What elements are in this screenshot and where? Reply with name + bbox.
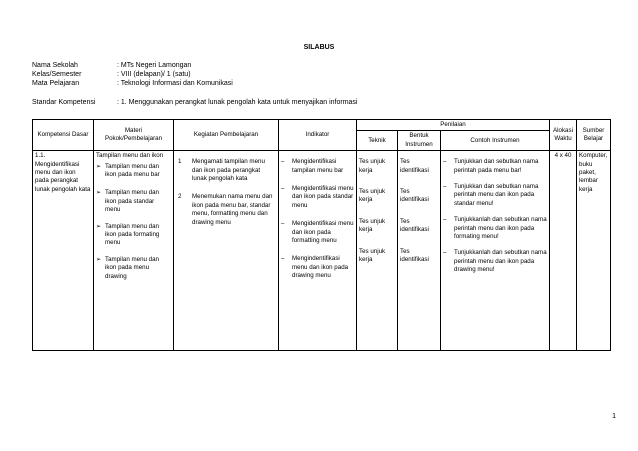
dash-bullet-icon: –: [443, 216, 447, 224]
instrument-item: Tes identifikasi: [400, 158, 429, 174]
step-text: Menemukan nama menu dan ikon pada menu bar, standar menu, formatting menu dan drawing menu: [192, 193, 273, 226]
identity-value: : 1. Menggunakan perangkat lunak pengolah kata untuk menyajikan informasi: [117, 98, 358, 106]
example-text: Tunjukkanlah dan sebutkan nama perintah menu dan ikon pada formating menu!: [454, 216, 547, 241]
arrow-bullet-icon: ➢: [96, 255, 102, 263]
dash-bullet-icon: –: [443, 183, 447, 191]
dash-bullet-icon: –: [443, 158, 447, 166]
list-item: [443, 158, 547, 175]
identity-row-subject: [32, 79, 612, 88]
indicator-text: Mengidentifikasi tampilan menu bar: [292, 158, 344, 174]
page-number: 1: [612, 413, 616, 420]
list-item: [281, 255, 354, 280]
document-title: SILABUS: [303, 44, 335, 51]
arrow-bullet-icon: ➢: [96, 222, 102, 230]
cell-indikator: [279, 151, 357, 351]
identity-row-standard: [32, 98, 612, 107]
col-header-kd: Kompetensi Dasar: [33, 120, 94, 151]
instrument-item: Tes identifikasi: [400, 188, 429, 204]
col-header-alokasi: Alokasi Waktu: [550, 120, 577, 151]
cell-sumber: Komputer, buku paket, lembar kerja: [577, 151, 611, 351]
cell-teknik: [357, 151, 398, 351]
dash-bullet-icon: –: [281, 220, 285, 228]
list-item: [96, 189, 171, 214]
col-header-sumber: Sumber Belajar: [577, 120, 611, 151]
materi-item: Tampilan menu dan ikon pada menu bar: [105, 162, 160, 179]
identity-block: [32, 61, 612, 107]
identity-label: Nama Sekolah: [32, 62, 78, 69]
technique-item: Tes unjuk kerja: [359, 247, 386, 264]
list-item: [176, 193, 276, 227]
identity-row-school: [32, 61, 612, 70]
list-item: [443, 249, 547, 274]
syllabus-table: [32, 119, 611, 351]
identity-row-class: [32, 70, 612, 79]
list-item: [443, 183, 547, 208]
instrument-item: Tes identifikasi: [400, 217, 429, 234]
indicator-text: Mengindentifikasi menu dan ikon pada drawing menu: [292, 255, 349, 280]
dash-bullet-icon: –: [281, 255, 285, 263]
example-text: Tunjukkan dan sebutkan nama perintah pada menu bar!: [454, 158, 539, 174]
identity-label: Mata Pelajaran: [32, 80, 80, 88]
identity-label: Kelas/Semester: [32, 71, 82, 79]
list-item: [281, 185, 354, 210]
identity-label: Standar Kompetensi: [32, 98, 96, 106]
step-number: 1: [178, 158, 182, 166]
col-header-teknik: Teknik: [357, 131, 398, 151]
dash-bullet-icon: –: [281, 158, 285, 166]
materi-heading: Tampilan menu dan ikon: [96, 152, 164, 160]
indicator-text: Mengidentifikasi menu dan ikon pada formatting menu: [292, 220, 354, 245]
identity-value: : Teknologi Informasi dan Komunikasi: [117, 80, 233, 88]
materi-item: Tampilan menu dan ikon pada formating menu: [105, 222, 160, 247]
instrument-item: Tes identifikasi: [400, 247, 429, 264]
cell-contoh: [441, 151, 550, 351]
col-header-kegiatan: Kegiatan Pembelajaran: [174, 120, 279, 151]
arrow-bullet-icon: ➢: [96, 162, 102, 170]
cell-kegiatan: [174, 151, 279, 351]
list-item: [176, 158, 276, 183]
materi-item: Tampilan menu dan ikon pada standar menu: [105, 189, 160, 214]
cell-alokasi: 4 x 40: [550, 151, 577, 351]
list-item: [281, 158, 354, 175]
example-text: Tunjukkan dan sebutkan nama perintah menu dan ikon pada standar menu!: [454, 183, 539, 207]
dash-bullet-icon: –: [281, 185, 285, 193]
list-item: [96, 223, 171, 248]
col-header-materi: Materi Pokok/Pembelajaran: [94, 120, 174, 151]
col-header-indikator: Indikator: [279, 120, 357, 151]
identity-value: : MTs Negeri Lamongan: [117, 62, 192, 69]
table-row: [33, 151, 611, 351]
list-item: [443, 216, 547, 241]
cell-materi: [94, 151, 174, 351]
list-item: [96, 163, 171, 180]
step-number: 2: [178, 193, 182, 201]
col-header-contoh: Contoh Instrumen: [441, 131, 550, 151]
col-header-bentuk: Bentuk Instrumen: [398, 131, 441, 151]
example-text: Tunjukkanlah dan sebutkan nama perintah menu dan ikon pada drawing menu!: [454, 249, 547, 274]
cell-kd: 1.1. Mengidentifikasi menu dan ikon pada perangkat lunak pengolah kata: [33, 151, 94, 351]
list-item: [96, 256, 171, 281]
technique-item: Tes unjuk kerja: [359, 217, 386, 234]
identity-value: : VIII (delapan)/ 1 (satu): [117, 71, 191, 79]
dash-bullet-icon: –: [443, 249, 447, 257]
materi-item: Tampilan menu dan ikon pada menu drawing: [105, 255, 160, 280]
indicator-text: Mengidentifikasi menu dan ikon pada standar menu: [292, 185, 354, 209]
technique-item: Tes unjuk kerja: [359, 188, 386, 204]
technique-item: Tes unjuk kerja: [359, 158, 386, 174]
list-item: [281, 220, 354, 245]
header-row: [33, 120, 611, 131]
cell-bentuk: [398, 151, 441, 351]
col-header-penilaian: Penilaian: [357, 120, 550, 131]
arrow-bullet-icon: ➢: [96, 189, 102, 197]
step-text: Mengamati tampilan menu dan ikon pada perangkat lunak pengolah kata: [192, 158, 265, 183]
